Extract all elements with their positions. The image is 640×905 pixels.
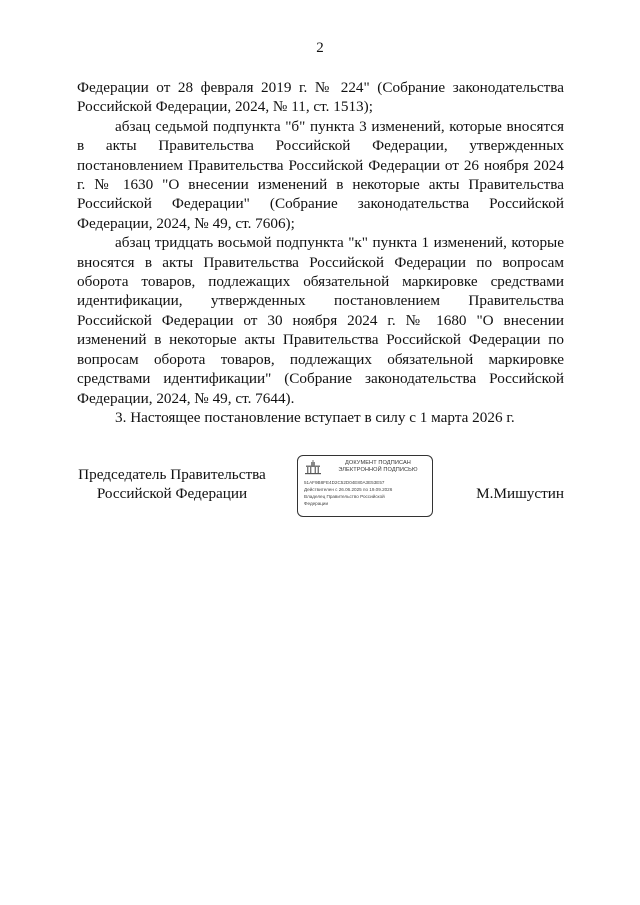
paragraph-effective-date: 3. Настоящее постановление вступает в силу с 1 марта 2026 г. [115,408,515,426]
signer-position-line2: Российской Федерации [96,485,248,503]
signature-block [77,460,564,525]
stamp-title-line2: ЭЛЕКТРОННОЙ ПОДПИСЬЮ [338,467,418,473]
paragraph-abzats-7: абзац седьмой подпункта "б" пункта 3 изменений, которые вносятся в акты Правительства Российской Федерации, утвержденных постановлением Правительства Российской Федерации от 26 ноября 2024 г. № 1630 "О внесении изменений в некоторые акты Правительства Российской Федерации" (Собрание законодательства Российской Федерации, 2024, № 49, ст. 7606); [77,117,564,232]
stamp-owner-line2: Федерации [304,501,329,506]
document-body [77,78,564,427]
stamp-title-line1: ДОКУМЕНТ ПОДПИСАН [345,460,411,466]
paragraph-abzats-38: абзац тридцать восьмой подпункта "к" пункта 1 изменений, которые вносятся в акты Правительства Российской Федерации по вопросам оборота товаров, подлежащих обязательной маркировке средствами идентификации, утвержденных постановлением Правительства Российской Федерации от 30 ноября 2024 г. № 1680 "О внесении изменений в некоторые акты Правительства Российской Федерации по вопросам оборота товаров, подлежащих обязательной маркировке средствами идентификации" (Собрание законодательства Российской Федерации, 2024, № 49, ст. 7644). [77,234,564,407]
page-number: 2 [316,40,324,56]
paragraph-continuation: Федерации от 28 февраля 2019 г. № 224" (Собрание законодательства Российской Федерации, 2024, № 11, ст. 1513); [77,79,564,116]
signer-position [77,465,267,504]
stamp-title [328,460,428,474]
stamp-certificate: 51AF9B8FE4D2C52D04E80A3E53E57 [304,480,385,485]
stamp-details [304,479,430,507]
signer-position-line1: Председатель Правительства [78,466,266,483]
stamp-validity: Действителен с 26.06.2025 по 19.09.2026 [304,487,393,492]
electronic-signature-stamp [297,455,433,517]
stamp-owner-line1: Владелец Правительство Российской [304,494,385,499]
signer-name: М.Мишустин [476,485,564,502]
government-building-icon [304,460,322,475]
